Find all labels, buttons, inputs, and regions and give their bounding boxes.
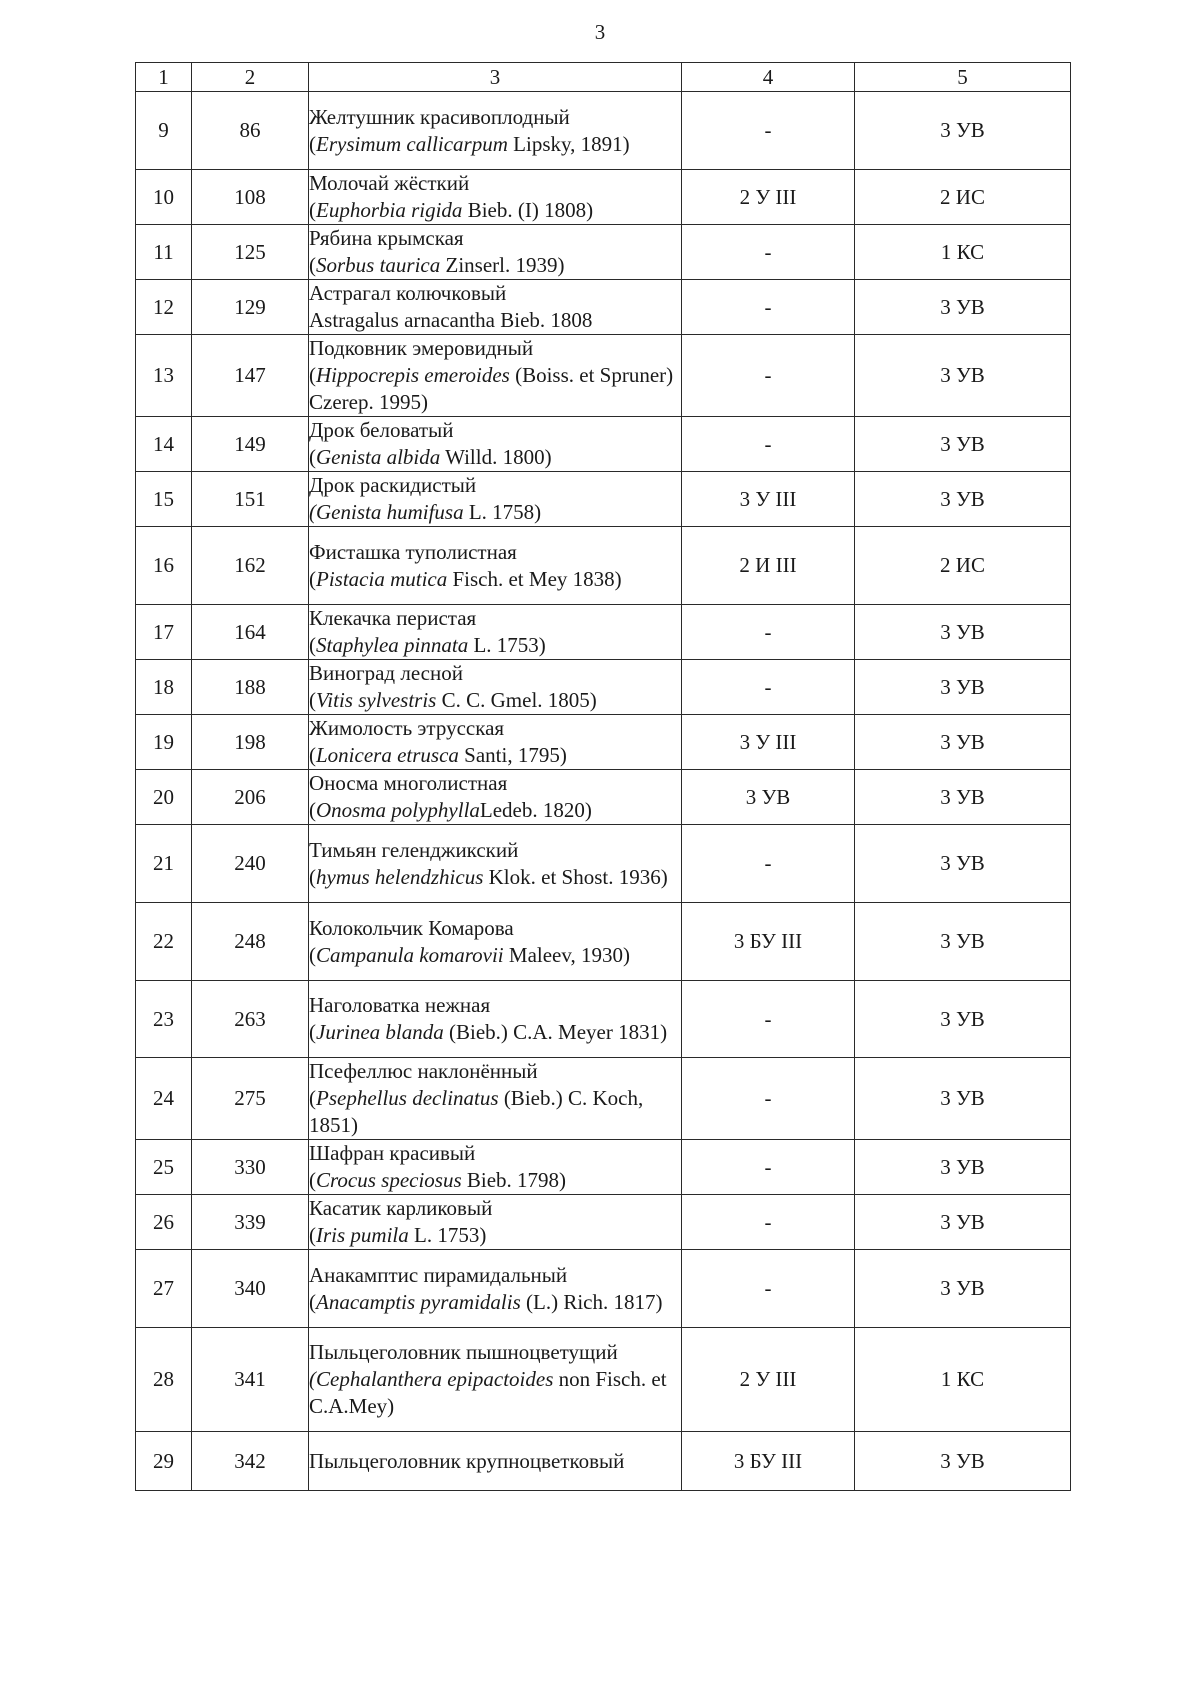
latin-authority: Santi, 1795): [458, 743, 567, 767]
latin-prefix: (: [309, 131, 316, 156]
russian-name: Касатик карликовый: [309, 1196, 493, 1220]
russian-name: Псефеллюс наклонённый: [309, 1059, 538, 1083]
latin-name: [309, 307, 681, 334]
category-5-cell: 3 УВ: [855, 335, 1071, 417]
species-id-cell: 339: [192, 1195, 309, 1250]
species-id-cell: 149: [192, 417, 309, 472]
row-number-cell: 27: [136, 1250, 192, 1328]
category-4-cell: 3 БУ III: [682, 1432, 855, 1491]
row-number-cell: 12: [136, 280, 192, 335]
species-id-cell: 340: [192, 1250, 309, 1328]
category-4-cell: -: [682, 825, 855, 903]
species-name-cell: [309, 170, 682, 225]
table-row: [136, 660, 1071, 715]
category-4-cell: -: [682, 225, 855, 280]
latin-authority: L. 1758): [463, 500, 542, 524]
latin-binomial: Lonicera etrusca: [316, 743, 459, 767]
latin-authority: non Fisch. et C.A.Mey): [309, 1367, 667, 1418]
latin-binomial: Staphylea pinnata: [316, 633, 469, 657]
table-row: [136, 335, 1071, 417]
species-name-cell: [309, 1250, 682, 1328]
species-id-cell: 198: [192, 715, 309, 770]
category-4-cell: -: [682, 1140, 855, 1195]
species-id-cell: 240: [192, 825, 309, 903]
latin-binomial: Iris pumila: [316, 1223, 409, 1247]
latin-authority: (Bieb.) C.A. Meyer 1831): [443, 1020, 668, 1044]
table-row: [136, 903, 1071, 981]
latin-prefix: (: [309, 798, 316, 822]
row-number-cell: 28: [136, 1328, 192, 1432]
latin-authority: (L.) Rich. 1817): [520, 1289, 663, 1314]
category-4-cell: -: [682, 417, 855, 472]
russian-name: Рябина крымская: [309, 226, 464, 250]
row-number-cell: 15: [136, 472, 192, 527]
latin-binomial: hymus helendzhicus: [316, 864, 484, 889]
species-id-cell: 147: [192, 335, 309, 417]
latin-name: [309, 444, 681, 471]
latin-prefix: (: [309, 942, 316, 967]
species-name-cell: [309, 825, 682, 903]
latin-prefix: (: [309, 688, 316, 712]
latin-prefix: (: [309, 1223, 316, 1247]
latin-name: [309, 1366, 681, 1420]
latin-authority: Klok. et Shost. 1936): [483, 864, 668, 889]
row-number-cell: 21: [136, 825, 192, 903]
category-4-cell: 3 У III: [682, 715, 855, 770]
table-row: [136, 715, 1071, 770]
russian-name: Дрок раскидистый: [309, 473, 477, 497]
table-row: [136, 605, 1071, 660]
latin-name: [309, 1289, 681, 1316]
row-number-cell: 18: [136, 660, 192, 715]
category-5-cell: 1 КС: [855, 225, 1071, 280]
latin-binomial: Pistacia mutica: [316, 566, 448, 591]
russian-name: Астрагал колючковый: [309, 281, 507, 305]
latin-name: [309, 742, 681, 769]
latin-authority: Willd. 1800): [440, 445, 552, 469]
category-4-cell: 3 У III: [682, 472, 855, 527]
latin-prefix: (: [309, 1289, 316, 1314]
latin-authority: Ledeb. 1820): [479, 798, 592, 822]
latin-binomial: Onosma polyphylla: [316, 798, 480, 822]
latin-binomial: Campanula komarovii: [316, 942, 504, 967]
latin-binomial: Euphorbia rigida: [316, 198, 463, 222]
latin-name: [309, 197, 681, 224]
latin-prefix: (: [309, 253, 316, 277]
row-number-cell: 23: [136, 981, 192, 1058]
category-5-cell: 3 УВ: [855, 92, 1071, 170]
latin-binomial: Sorbus taurica: [316, 253, 441, 277]
latin-name: [309, 362, 681, 416]
russian-name: Фисташка туполистная: [309, 539, 517, 564]
latin-binomial: Anacamptis pyramidalis: [316, 1289, 521, 1314]
species-name-cell: [309, 1058, 682, 1140]
species-id-cell: 108: [192, 170, 309, 225]
latin-name: [309, 252, 681, 279]
category-4-cell: -: [682, 1250, 855, 1328]
latin-prefix: (: [309, 1086, 316, 1110]
category-4-cell: 2 У III: [682, 1328, 855, 1432]
category-5-cell: 3 УВ: [855, 981, 1071, 1058]
category-5-cell: 3 УВ: [855, 1058, 1071, 1140]
species-id-cell: 164: [192, 605, 309, 660]
russian-name: Шафран красивый: [309, 1141, 476, 1165]
category-5-cell: 3 УВ: [855, 605, 1071, 660]
latin-prefix: (: [309, 363, 316, 387]
category-5-cell: 3 УВ: [855, 1140, 1071, 1195]
species-id-cell: 151: [192, 472, 309, 527]
species-name-cell: [309, 225, 682, 280]
latin-binomial: Jurinea blanda: [316, 1020, 444, 1044]
category-5-cell: 3 УВ: [855, 770, 1071, 825]
table-row: [136, 1328, 1071, 1432]
category-5-cell: 3 УВ: [855, 280, 1071, 335]
species-name-cell: [309, 903, 682, 981]
category-4-cell: -: [682, 605, 855, 660]
latin-name: [309, 797, 681, 824]
latin-binomial: Hippocrepis emeroides: [316, 363, 510, 387]
table-row: [136, 280, 1071, 335]
species-name-cell: [309, 1432, 682, 1491]
species-name-cell: [309, 335, 682, 417]
category-5-cell: 1 КС: [855, 1328, 1071, 1432]
category-4-cell: 3 БУ III: [682, 903, 855, 981]
species-id-cell: 275: [192, 1058, 309, 1140]
header-cell-4: 4: [682, 63, 855, 92]
row-number-cell: 20: [136, 770, 192, 825]
latin-binomial: Crocus speciosus: [316, 1168, 462, 1192]
row-number-cell: 11: [136, 225, 192, 280]
russian-name: Жимолость этрусская: [309, 716, 505, 740]
latin-prefix: (: [309, 743, 316, 767]
latin-authority: (Bieb.) C. Koch, 1851): [309, 1086, 644, 1137]
russian-name: Пыльцеголовник крупноцветковый: [309, 1448, 625, 1473]
species-table: [135, 62, 1071, 1491]
row-number-cell: 10: [136, 170, 192, 225]
species-id-cell: 330: [192, 1140, 309, 1195]
category-5-cell: 2 ИС: [855, 170, 1071, 225]
category-5-cell: 2 ИС: [855, 527, 1071, 605]
latin-name: [309, 131, 681, 158]
species-name-cell: [309, 1328, 682, 1432]
species-id-cell: 129: [192, 280, 309, 335]
row-number-cell: 29: [136, 1432, 192, 1491]
category-4-cell: 2 У III: [682, 170, 855, 225]
latin-binomial: Genista albida: [316, 445, 441, 469]
header-cell-5: 5: [855, 63, 1071, 92]
latin-prefix: (: [309, 445, 316, 469]
latin-binomial: (Cephalanthera epipactoides: [309, 1367, 554, 1391]
russian-name: Наголоватка нежная: [309, 993, 491, 1017]
category-5-cell: 3 УВ: [855, 1250, 1071, 1328]
latin-prefix: (: [309, 864, 316, 889]
latin-prefix: (: [309, 633, 316, 657]
latin-name: [309, 1167, 681, 1194]
russian-name: Дрок беловатый: [309, 418, 454, 442]
latin-name: [309, 864, 681, 891]
row-number-cell: 13: [136, 335, 192, 417]
category-5-cell: 3 УВ: [855, 472, 1071, 527]
table-row: [136, 225, 1071, 280]
row-number-cell: 9: [136, 92, 192, 170]
table-row: [136, 1058, 1071, 1140]
species-name-cell: [309, 1140, 682, 1195]
latin-binomial: Vitis sylvestris: [316, 688, 437, 712]
latin-authority: Astragalus arnacantha Bieb. 1808: [309, 308, 593, 332]
category-4-cell: 2 И III: [682, 527, 855, 605]
latin-name: [309, 942, 681, 969]
species-name-cell: [309, 660, 682, 715]
species-id-cell: 263: [192, 981, 309, 1058]
latin-authority: C. C. Gmel. 1805): [436, 688, 597, 712]
page-number: 3: [594, 20, 606, 44]
category-5-cell: 3 УВ: [855, 825, 1071, 903]
table-row: [136, 472, 1071, 527]
table-row: [136, 825, 1071, 903]
species-name-cell: [309, 605, 682, 660]
table-row: [136, 1140, 1071, 1195]
species-name-cell: [309, 715, 682, 770]
header-cell-1: 1: [136, 63, 192, 92]
species-name-cell: [309, 981, 682, 1058]
russian-name: Оносма многолистная: [309, 771, 508, 795]
category-5-cell: 3 УВ: [855, 660, 1071, 715]
russian-name: Молочай жёсткий: [309, 171, 470, 195]
latin-name: [309, 499, 681, 526]
latin-authority: Bieb. 1798): [461, 1168, 567, 1192]
category-4-cell: 3 УВ: [682, 770, 855, 825]
category-4-cell: -: [682, 335, 855, 417]
species-name-cell: [309, 417, 682, 472]
species-name-cell: [309, 1195, 682, 1250]
russian-name: Подковник эмеровидный: [309, 336, 534, 360]
species-id-cell: 162: [192, 527, 309, 605]
latin-authority: (Boiss. et Spruner) Czerep. 1995): [309, 363, 674, 414]
latin-prefix: (: [309, 566, 316, 591]
row-number-cell: 26: [136, 1195, 192, 1250]
russian-name: Колокольчик Комарова: [309, 915, 514, 940]
row-number-cell: 16: [136, 527, 192, 605]
table-row: [136, 417, 1071, 472]
russian-name: Виноград лесной: [309, 661, 463, 685]
table-row: [136, 1250, 1071, 1328]
species-id-cell: 86: [192, 92, 309, 170]
latin-authority: Bieb. (I) 1808): [462, 198, 594, 222]
russian-name: Желтушник красивоплодный: [309, 104, 570, 129]
latin-name: [309, 632, 681, 659]
latin-binomial: Psephellus declinatus: [316, 1086, 499, 1110]
species-id-cell: 342: [192, 1432, 309, 1491]
category-5-cell: 3 УВ: [855, 903, 1071, 981]
species-name-cell: [309, 527, 682, 605]
row-number-cell: 19: [136, 715, 192, 770]
latin-name: [309, 566, 681, 593]
species-name-cell: [309, 280, 682, 335]
latin-binomial: (Genista humifusa: [309, 500, 464, 524]
latin-prefix: (: [309, 1168, 316, 1192]
table-row: [136, 1432, 1071, 1491]
row-number-cell: 24: [136, 1058, 192, 1140]
category-4-cell: -: [682, 1058, 855, 1140]
table-row: [136, 770, 1071, 825]
category-5-cell: 3 УВ: [855, 715, 1071, 770]
latin-name: [309, 1085, 681, 1139]
species-id-cell: 125: [192, 225, 309, 280]
species-id-cell: 341: [192, 1328, 309, 1432]
category-4-cell: -: [682, 981, 855, 1058]
russian-name: Пыльцеголовник пышноцветущий: [309, 1340, 618, 1364]
category-5-cell: 3 УВ: [855, 1432, 1071, 1491]
table-row: [136, 170, 1071, 225]
table-row: [136, 527, 1071, 605]
category-4-cell: -: [682, 660, 855, 715]
russian-name: Тимьян геленджикский: [309, 837, 519, 862]
latin-authority: Lipsky, 1891): [507, 131, 630, 156]
species-name-cell: [309, 770, 682, 825]
latin-name: [309, 687, 681, 714]
latin-authority: L. 1753): [468, 633, 546, 657]
latin-authority: L. 1753): [408, 1223, 487, 1247]
latin-authority: Zinserl. 1939): [440, 253, 565, 277]
row-number-cell: 17: [136, 605, 192, 660]
category-4-cell: -: [682, 92, 855, 170]
latin-prefix: (: [309, 198, 316, 222]
category-4-cell: -: [682, 280, 855, 335]
species-id-cell: 206: [192, 770, 309, 825]
row-number-cell: 14: [136, 417, 192, 472]
category-5-cell: 3 УВ: [855, 1195, 1071, 1250]
table-row: [136, 1195, 1071, 1250]
species-id-cell: 248: [192, 903, 309, 981]
row-number-cell: 25: [136, 1140, 192, 1195]
row-number-cell: 22: [136, 903, 192, 981]
table-row: [136, 981, 1071, 1058]
latin-name: [309, 1222, 681, 1249]
russian-name: Клекачка перистая: [309, 606, 477, 630]
header-cell-3: 3: [309, 63, 682, 92]
table-header-row: [136, 63, 1071, 92]
latin-authority: Maleev, 1930): [503, 942, 630, 967]
species-id-cell: 188: [192, 660, 309, 715]
russian-name: Анакамптис пирамидальный: [309, 1262, 568, 1287]
species-name-cell: [309, 472, 682, 527]
table-row: [136, 92, 1071, 170]
latin-authority: Fisch. et Mey 1838): [447, 566, 622, 591]
category-4-cell: -: [682, 1195, 855, 1250]
species-name-cell: [309, 92, 682, 170]
category-5-cell: 3 УВ: [855, 417, 1071, 472]
header-cell-2: 2: [192, 63, 309, 92]
latin-prefix: (: [309, 1020, 316, 1044]
latin-binomial: Erysimum callicarpum: [316, 131, 508, 156]
latin-name: [309, 1019, 681, 1046]
